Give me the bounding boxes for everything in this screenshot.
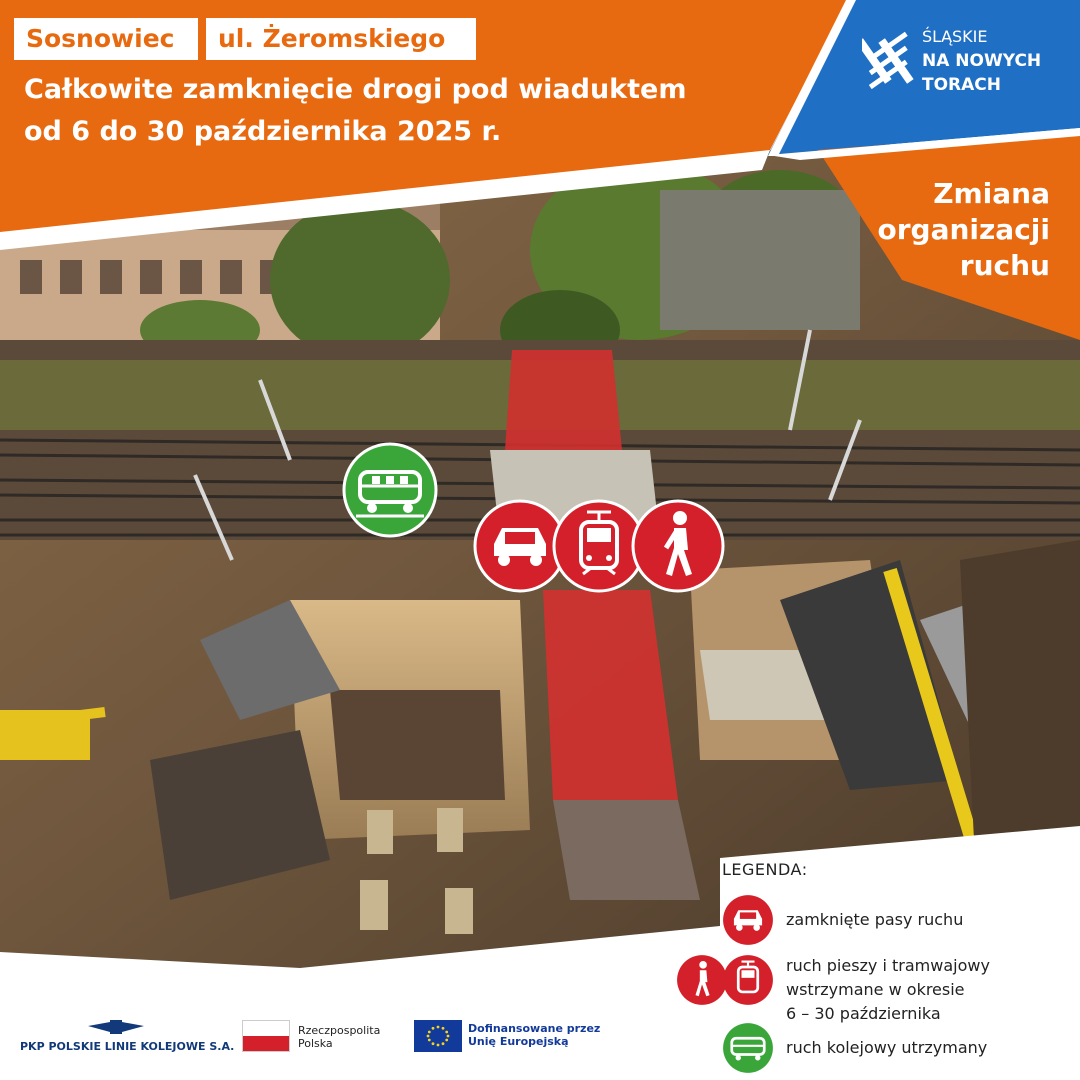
brand-line-1: ŚLĄSKIE xyxy=(922,27,988,46)
pkp-name: PKP POLSKIE LINIE KOLEJOWE S.A. xyxy=(20,1040,235,1053)
legend-item-suspended: ruch pieszy i tramwajowy wstrzymane w okresie 6 – 30 października xyxy=(786,956,990,1023)
eu-flag-icon xyxy=(414,1020,462,1052)
legend-car-icon xyxy=(722,894,774,946)
legend-title: LEGENDA: xyxy=(722,860,808,879)
polish-flag-icon xyxy=(242,1020,290,1052)
legend-tram-icon xyxy=(722,954,774,1006)
pedestrian-marker-icon xyxy=(630,498,726,594)
headline-line-2: od 6 do 30 października 2025 r. xyxy=(24,116,502,147)
rp-name: Rzeczpospolita Polska xyxy=(298,1024,381,1050)
brand-line-2: NA NOWYCH xyxy=(922,51,1042,71)
legend-item-rail-maintained: ruch kolejowy utrzymany xyxy=(786,1038,988,1057)
train-marker-icon xyxy=(342,442,438,538)
badge-line-2: organizacji xyxy=(877,213,1050,246)
closed-road-north xyxy=(505,350,622,450)
headline-line-1: Całkowite zamknięcie drogi pod wiaduktem xyxy=(24,74,687,105)
brand-line-3: TORACH xyxy=(922,75,1001,95)
street-tag: ul. Żeromskiego xyxy=(206,18,476,60)
silesia-tracks-logo-icon xyxy=(862,30,918,94)
legend-train-icon xyxy=(722,1022,774,1074)
badge-line-1: Zmiana xyxy=(933,177,1050,210)
eu-text: Dofinansowane przez Unię Europejską xyxy=(468,1022,601,1048)
badge-line-3: ruchu xyxy=(959,249,1050,282)
city-tag: Sosnowiec xyxy=(14,18,198,60)
legend-pedestrian-icon xyxy=(676,954,728,1006)
legend-item-closed-lanes: zamknięte pasy ruchu xyxy=(786,910,964,929)
pkp-wings-logo-icon xyxy=(86,1018,146,1038)
